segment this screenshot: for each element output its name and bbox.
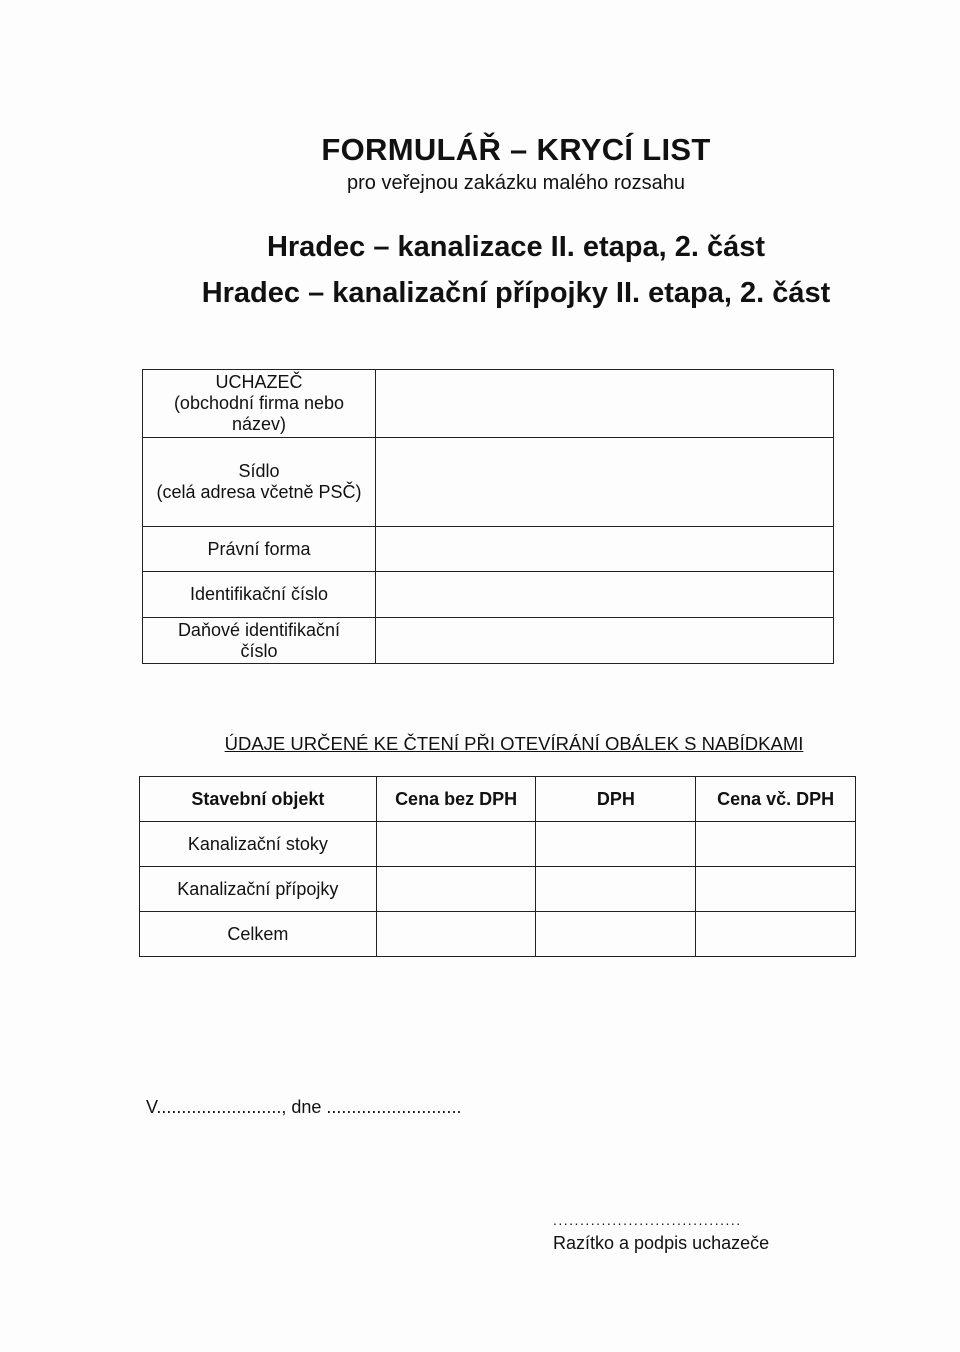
header-cell-price-without-vat: Cena bez DPH xyxy=(376,777,536,822)
price-with-vat-cell[interactable] xyxy=(696,867,856,912)
bidder-name-label-line: (obchodní firma nebo xyxy=(173,393,345,413)
price-without-vat-cell[interactable] xyxy=(376,912,536,957)
header-cell-price-with-vat: Cena vč. DPH xyxy=(696,777,856,822)
object-cell: Kanalizační přípojky xyxy=(140,867,377,912)
bidder-row-tax-id xyxy=(143,618,834,664)
price-without-vat-cell[interactable] xyxy=(376,867,536,912)
signature-label: Razítko a podpis uchazeče xyxy=(553,1233,770,1253)
bidder-row-legal-form xyxy=(143,527,834,572)
object-cell: Kanalizační stoky xyxy=(140,822,377,867)
project-title-1: Hradec – kanalizace II. etapa, 2. část xyxy=(266,231,766,263)
bidder-name-label xyxy=(143,370,376,438)
price-with-vat-cell[interactable] xyxy=(696,912,856,957)
table-row xyxy=(140,867,856,912)
header-cell-vat: DPH xyxy=(536,777,696,822)
project-title-2: Hradec – kanalizační přípojky II. etapa, 2. část xyxy=(201,277,831,309)
price-with-vat-cell[interactable] xyxy=(696,822,856,867)
bidder-name-label-line: název) xyxy=(231,414,287,434)
bidder-tax-id-value[interactable] xyxy=(376,618,834,664)
bidder-id-number-label xyxy=(143,572,376,618)
bidder-legal-form-label-line: Právní forma xyxy=(207,538,311,559)
signature-line[interactable]: ................................... xyxy=(553,1212,742,1228)
bidder-tax-id-label xyxy=(143,618,376,664)
bidder-row-name xyxy=(143,370,834,438)
bidder-row-id-number xyxy=(143,572,834,618)
object-cell: Celkem xyxy=(140,912,377,957)
bidder-info-table xyxy=(142,369,834,664)
bidder-legal-form-label xyxy=(143,527,376,572)
bidder-address-label-line: (celá adresa včetně PSČ) xyxy=(156,482,362,502)
bidder-legal-form-value[interactable] xyxy=(376,527,834,572)
bidder-id-number-label-line: Identifikační číslo xyxy=(189,584,329,604)
section-heading: ÚDAJE URČENÉ KE ČTENÍ PŘI OTEVÍRÁNÍ OBÁLEK S NABÍDKAMI xyxy=(224,733,804,754)
bidder-address-label-line: Sídlo xyxy=(238,461,280,481)
vat-cell[interactable] xyxy=(536,867,696,912)
header-cell-object: Stavební objekt xyxy=(140,777,377,822)
form-subtitle: pro veřejnou zakázku malého rozsahu xyxy=(347,172,685,194)
price-table xyxy=(139,776,856,957)
form-title: FORMULÁŘ – KRYCÍ LIST xyxy=(321,132,711,167)
bidder-address-value[interactable] xyxy=(376,438,834,527)
bidder-row-address xyxy=(143,438,834,527)
bidder-name-value[interactable] xyxy=(376,370,834,438)
price-table-header-row xyxy=(140,777,856,822)
bidder-address-label xyxy=(143,438,376,527)
bidder-tax-id-label-line: číslo xyxy=(240,640,278,661)
vat-cell[interactable] xyxy=(536,912,696,957)
price-without-vat-cell[interactable] xyxy=(376,822,536,867)
table-row xyxy=(140,822,856,867)
bidder-tax-id-label-line: Daňové identifikační xyxy=(177,619,341,640)
vat-cell[interactable] xyxy=(536,822,696,867)
bidder-id-number-value[interactable] xyxy=(376,572,834,618)
table-row xyxy=(140,912,856,957)
place-date-line[interactable]: V........................., dne ........................... xyxy=(146,1097,462,1117)
bidder-name-label-line: UCHAZEČ xyxy=(215,372,303,392)
